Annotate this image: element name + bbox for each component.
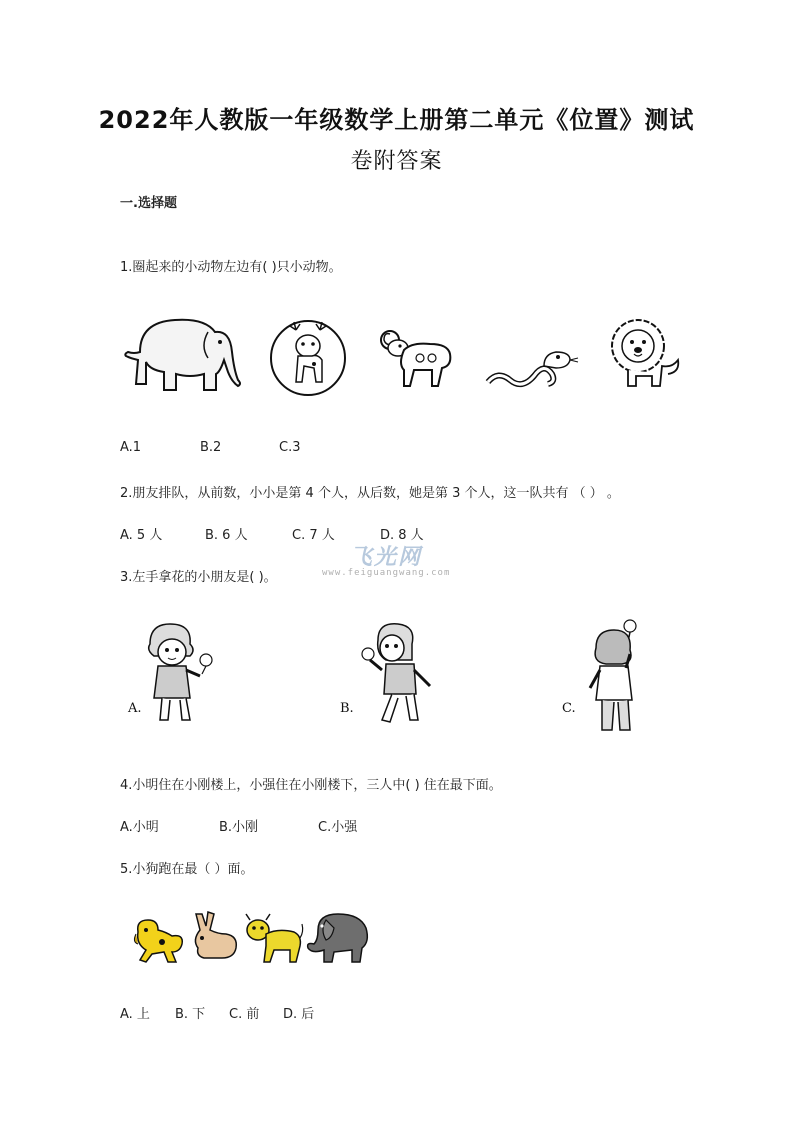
q1-option-a[interactable]: A.1 xyxy=(120,440,142,455)
question-5-stem: 5.小狗跑在最（ ）面。 xyxy=(120,862,254,877)
q2-option-a[interactable]: A. 5 人 xyxy=(120,528,163,543)
watermark-url: www.feiguangwang.com xyxy=(322,568,451,578)
lion-icon xyxy=(606,314,684,392)
document-title-line2: 卷附答案 xyxy=(350,149,443,174)
sheep-icon xyxy=(372,320,457,392)
section-heading: 一.选择题 xyxy=(120,196,177,211)
dog-icon xyxy=(132,914,186,966)
girl-back-flower-icon xyxy=(582,618,652,736)
watermark-brand: 飞光网 xyxy=(350,545,423,570)
q4-option-b[interactable]: B.小刚 xyxy=(219,820,259,835)
elephant-icon xyxy=(120,312,245,394)
q3-option-b[interactable]: B. xyxy=(340,701,354,716)
snake-icon xyxy=(484,340,584,390)
q2-option-b[interactable]: B. 6 人 xyxy=(205,528,248,543)
document-title-line1: 2022年人教版一年级数学上册第二单元《位置》测试 xyxy=(98,106,695,134)
q2-option-c[interactable]: C. 7 人 xyxy=(292,528,335,543)
q3-option-c[interactable]: C. xyxy=(562,701,576,716)
girl-flower-left-icon xyxy=(356,620,440,732)
q1-option-b[interactable]: B.2 xyxy=(200,440,222,455)
girl-flower-right-icon xyxy=(140,620,220,732)
question-2-stem: 2.朋友排队，从前数，小小是第 4 个人，从后数，她是第 3 个人，这一队共有 （ ） 。 xyxy=(120,486,620,501)
q5-option-d[interactable]: D. 后 xyxy=(283,1007,315,1022)
watermark xyxy=(322,540,462,588)
q4-option-a[interactable]: A.小明 xyxy=(120,820,159,835)
deer-icon xyxy=(268,318,348,398)
question-3-stem: 3.左手拿花的小朋友是( )。 xyxy=(120,570,277,585)
q5-option-b[interactable]: B. 下 xyxy=(175,1007,206,1022)
q3-option-a[interactable]: A. xyxy=(128,701,142,716)
rabbit-icon xyxy=(188,912,240,964)
q2-option-d[interactable]: D. 8 人 xyxy=(380,528,424,543)
q5-option-a[interactable]: A. 上 xyxy=(120,1007,150,1022)
elephant-color-icon xyxy=(304,908,374,966)
cow-icon xyxy=(244,910,304,966)
question-1-stem: 1.圈起来的小动物左边有( )只小动物。 xyxy=(120,260,342,275)
q5-option-c[interactable]: C. 前 xyxy=(229,1007,260,1022)
question-4-stem: 4.小明住在小刚楼上，小强住在小刚楼下，三人中( ) 住在最下面。 xyxy=(120,778,502,793)
q1-option-c[interactable]: C.3 xyxy=(279,440,301,455)
q4-option-c[interactable]: C.小强 xyxy=(318,820,358,835)
